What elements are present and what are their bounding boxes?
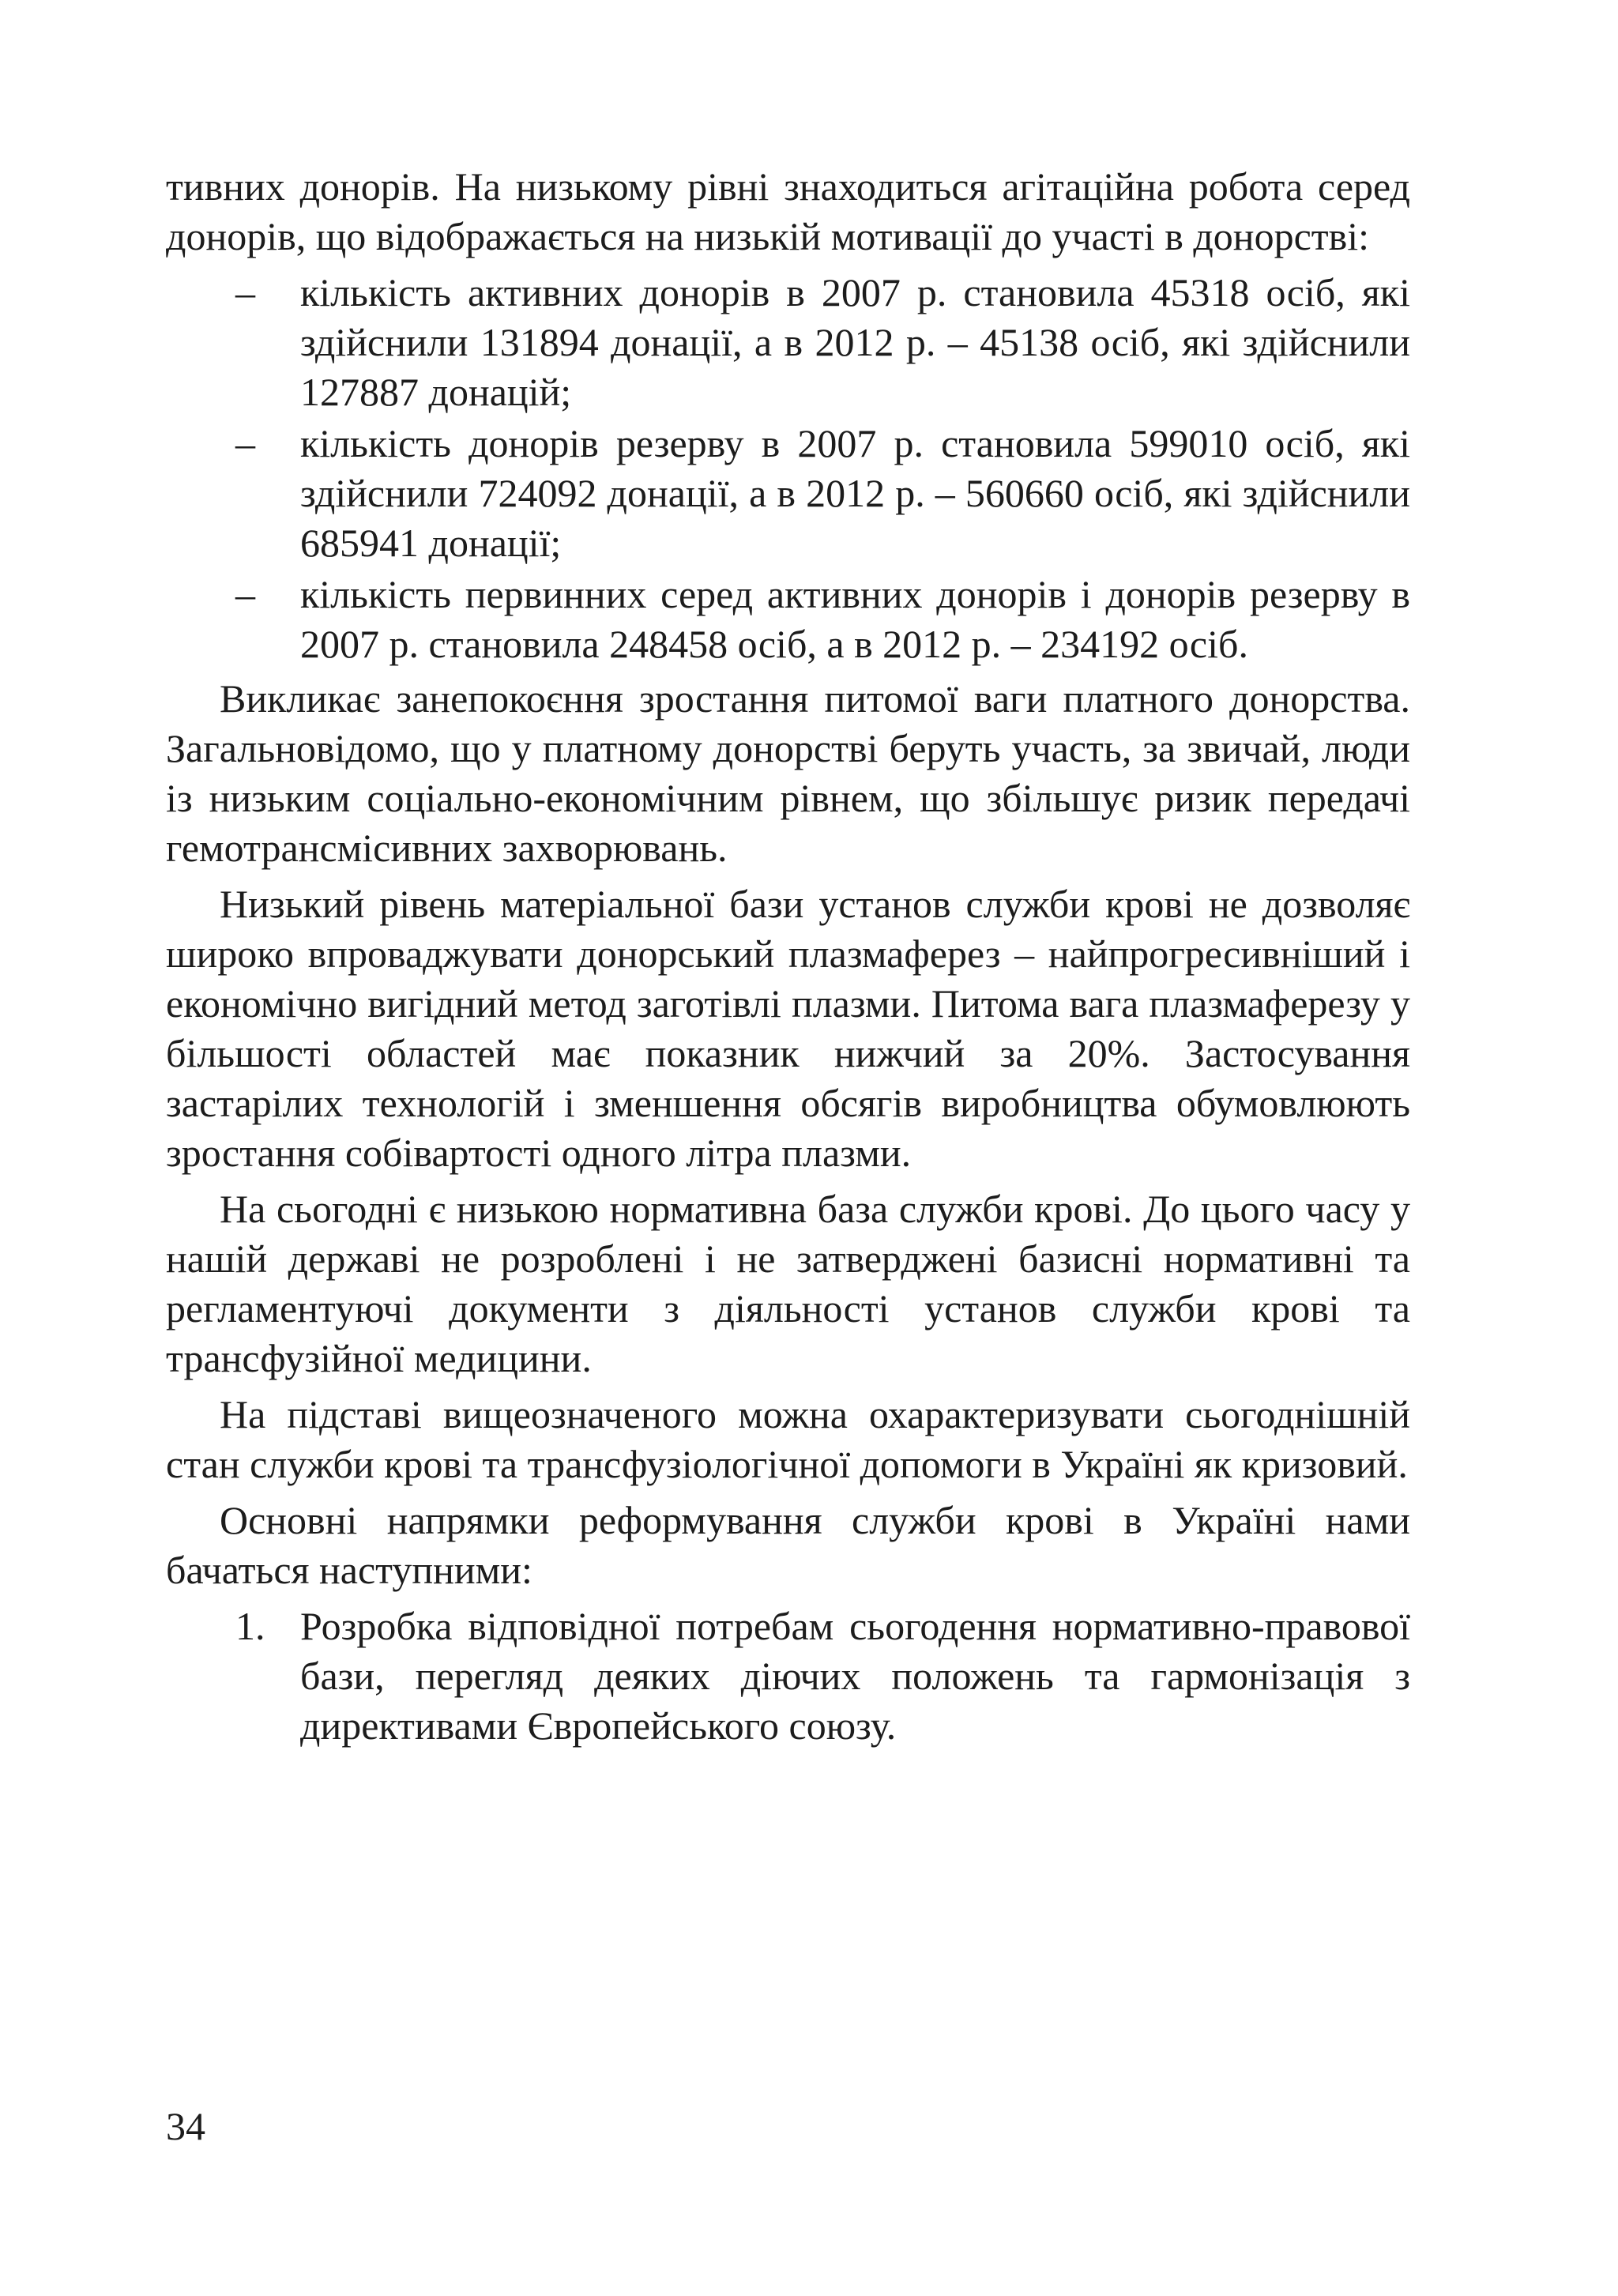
list-item-text: кількість первинних серед активних донорів і донорів резерву в 2007 р. становила 248458 осіб, а в 2012 р. – 234192 осіб. xyxy=(300,572,1410,666)
list-item-text: кількість активних донорів в 2007 р. становила 45318 осіб, які здійснили 131894 донації, а в 2012 р. – 45138 осіб, які здійснили 127887 донацій; xyxy=(300,270,1410,414)
material-base-paragraph: Низький рівень матеріальної бази установ служби крові не дозволяє широко впроваджувати донорський плазмаферез – найпрогресивніший і економічно вигідний метод заготівлі плазми. Питома вага плазмаферезу у більшості областей має показник нижчий за 20%. Застосування застарілих технологій і зменшення обсягів виробництва обумовлюють зростання собівартості одного літра плазми. xyxy=(166,882,1410,1175)
number-marker: 1. xyxy=(235,1604,265,1648)
donor-stats-list xyxy=(166,268,1410,669)
dash-bullet: – xyxy=(235,270,255,314)
regulatory-base-paragraph: На сьогодні є низькою нормативна база служби крові. До цього часу у нашій державі не розроблені і не затверджені базисні нормативні та регламентуючі документи з діяльності установ служби крові та трансфузійної медицини. xyxy=(166,1187,1410,1380)
paid-donation-paragraph: Викликає занепокоєння зростання питомої ваги платного донорства. Загальновідомо, що у платному донорстві беруть участь, за звичай, люди із низьким соціально-економічним рівнем, що збільшує ризик передачі гемотрансмісивних захворювань. xyxy=(166,676,1410,870)
page-number: 34 xyxy=(166,2104,205,2148)
reform-directions-list xyxy=(166,1602,1410,1751)
reform-directions-paragraph: Основні напрямки реформування служби крові в Україні нами бачаться наступними: xyxy=(166,1498,1410,1592)
list-item xyxy=(166,268,1410,417)
list-item xyxy=(166,570,1410,669)
dash-bullet: – xyxy=(235,421,255,465)
list-item xyxy=(166,1602,1410,1751)
page-body xyxy=(166,162,1410,1756)
intro-paragraph: тивних донорів. На низькому рівні знаходиться агітаційна робота серед донорів, що відображається на низькій мотивації до участі в донорстві: xyxy=(166,164,1410,258)
crisis-paragraph: На підставі вищеозначеного можна охарактеризувати сьогоднішній стан служби крові та трансфузіологічної допомоги в Україні як кризовий. xyxy=(166,1392,1410,1486)
list-item xyxy=(166,419,1410,568)
list-item-text: кількість донорів резерву в 2007 р. становила 599010 осіб, які здійснили 724092 донації, а в 2012 р. – 560660 осіб, які здійснили 685941 донації; xyxy=(300,421,1410,565)
list-item-text: Розробка відповідної потребам сьогодення нормативно-правової бази, перегляд деяких діючих положень та гармонізація з директивами Європейського союзу. xyxy=(300,1604,1410,1748)
dash-bullet: – xyxy=(235,572,255,616)
